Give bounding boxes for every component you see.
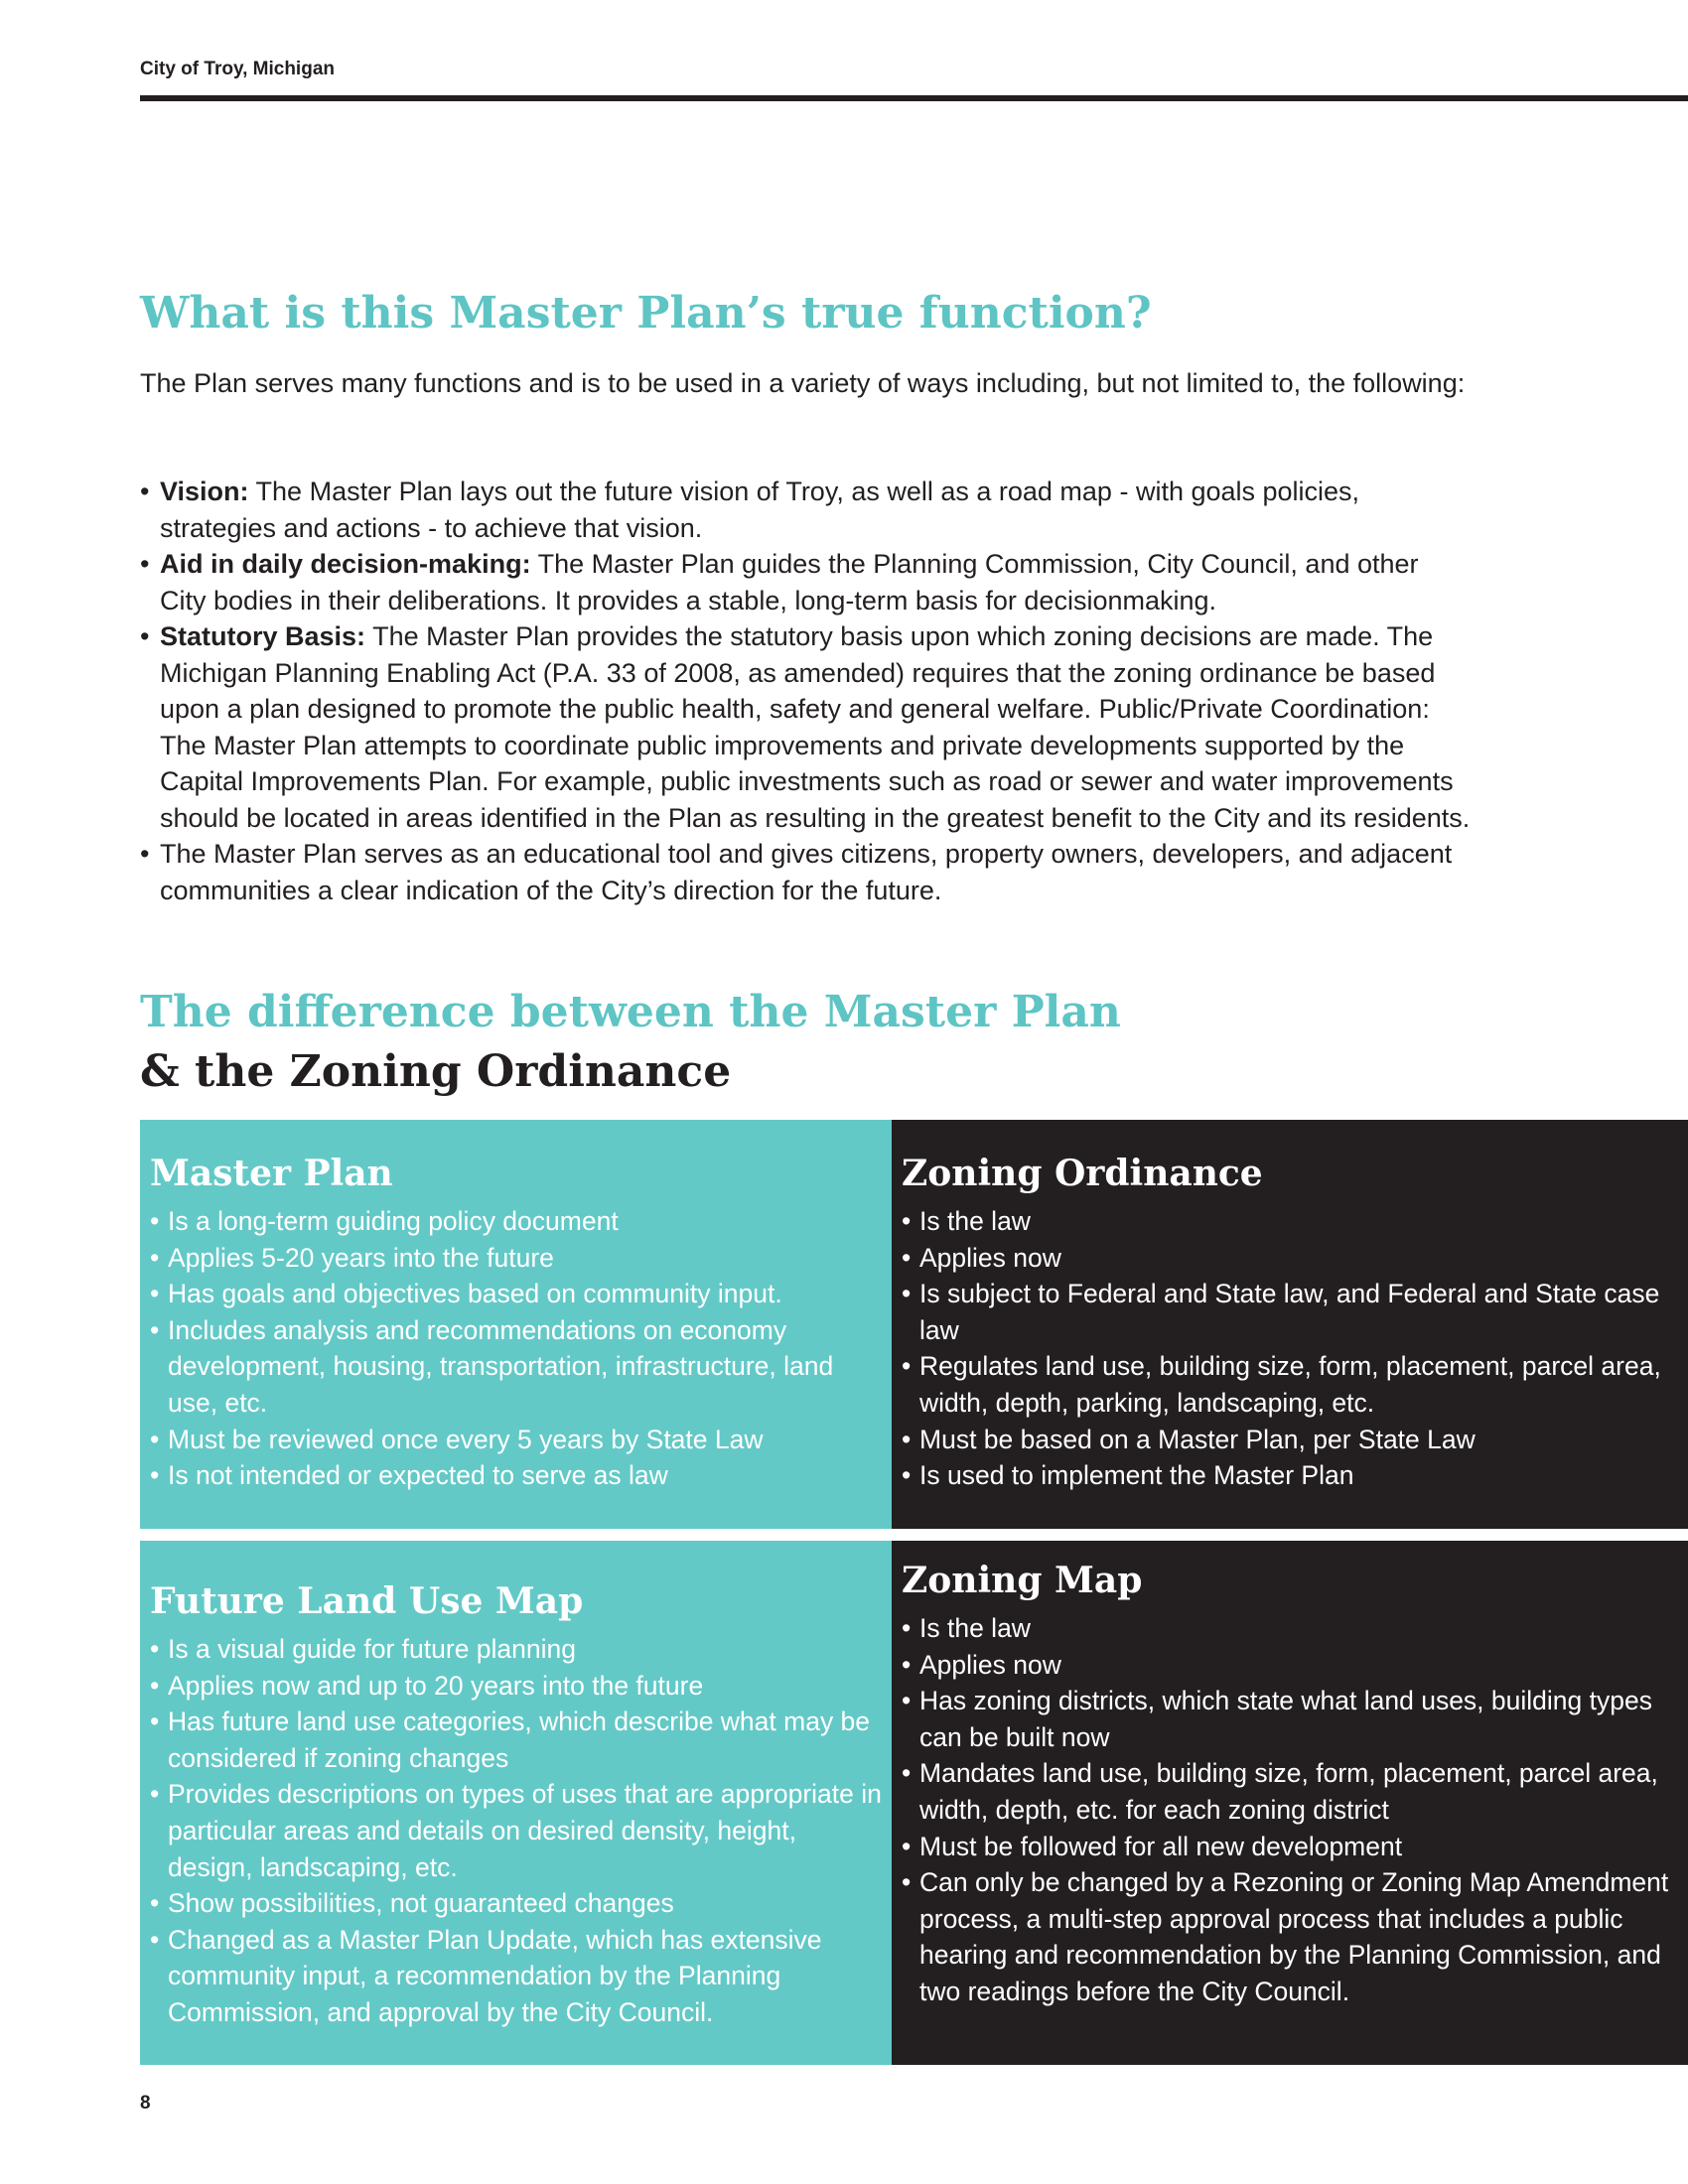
bullet-text: The Master Plan serves as an educational tool and gives citizens, property owners, developers, and adjacent communities a clear indication of the City’s direction for the future. (160, 839, 1453, 905)
panel-title: Zoning Ordinance (902, 1153, 1263, 1194)
list-item: • Includes analysis and recommendations on economy development, housing, transportation, infrastructure, land use, etc. (150, 1312, 882, 1422)
panel-title: Future Land Use Map (150, 1580, 584, 1622)
header-divider (140, 95, 1688, 101)
list-item: • Is not intended or expected to serve as law (150, 1457, 882, 1494)
page-number: 8 (140, 2093, 151, 2114)
list-item: • Is subject to Federal and State law, and Federal and State case law (902, 1276, 1678, 1348)
list-item: • Mandates land use, building size, form, placement, parcel area, width, depth, etc. for each zoning district (902, 1755, 1678, 1828)
list-item: • Is a long-term guiding policy document (150, 1203, 882, 1240)
zoning-map-panel (892, 1541, 1688, 2065)
panel-list (902, 1203, 1678, 1494)
bullet-decision-making (140, 546, 1471, 618)
running-header: City of Troy, Michigan (140, 59, 335, 79)
zoning-ordinance-panel (892, 1120, 1688, 1529)
list-item: • Applies now (902, 1647, 1678, 1684)
future-land-use-map-panel (140, 1541, 892, 2065)
list-item: • Has future land use categories, which describe what may be considered if zoning changes (150, 1704, 882, 1776)
function-bullet-list (140, 474, 1471, 908)
list-item: • Must be reviewed once every 5 years by State Law (150, 1422, 882, 1458)
list-item: • Can only be changed by a Rezoning or Zoning Map Amendment process, a multi-step approval process that includes a public hearing and recommendation by the Planning Commission, and two readings before the City Council. (902, 1864, 1678, 2009)
list-item: • Is used to implement the Master Plan (902, 1457, 1678, 1494)
bullet-label: Vision: (160, 477, 249, 506)
list-item: • Show possibilities, not guaranteed changes (150, 1885, 882, 1922)
list-item: • Applies 5-20 years into the future (150, 1240, 882, 1277)
panel-title: Master Plan (150, 1153, 393, 1194)
list-item: • Applies now (902, 1240, 1678, 1277)
section-title-line1: The difference between the Master Plan (140, 987, 1121, 1037)
list-item: • Changed as a Master Plan Update, which has extensive community input, a recommendation by the Planning Commission, and approval by the City Council. (150, 1922, 882, 2031)
bullet-text: The Master Plan lays out the future vision of Troy, as well as a road map - with goals policies, strategies and actions - to achieve that vision. (160, 477, 1360, 543)
bullet-label: Statutory Basis: (160, 621, 366, 651)
intro-paragraph: The Plan serves many functions and is to be used in a variety of ways including, but not limited to, the following: (140, 368, 1466, 398)
bullet-statutory-basis (140, 618, 1471, 836)
bullet-text: The Master Plan provides the statutory basis upon which zoning decisions are made. The Michigan Planning Enabling Act (P.A. 33 of 2008, as amended) requires that the zoning ordinance be based upon a plan designed to promote the public health, safety and general welfare. Public/Private Coordination: The Master Plan attempts to coordinate public improvements and private developments supported by the Capital Improvements Plan. For example, public investments such as road or sewer and water improvements should be located in areas identified in the Plan as resulting in the greatest benefit to the City and its residents. (160, 621, 1471, 833)
list-item: • Is the law (902, 1203, 1678, 1240)
panel-list (150, 1203, 882, 1494)
list-item: • Provides descriptions on types of uses that are appropriate in particular areas and details on desired density, height, design, landscaping, etc. (150, 1776, 882, 1885)
section-title-function: What is this Master Plan’s true function? (140, 288, 1152, 339)
panel-title: Zoning Map (902, 1560, 1143, 1601)
list-item: • Is a visual guide for future planning (150, 1631, 882, 1668)
list-item: • Is the law (902, 1610, 1678, 1647)
list-item: • Must be based on a Master Plan, per State Law (902, 1422, 1678, 1458)
bullet-text: The Master Plan guides the Planning Commission, City Council, and other City bodies in their deliberations. It provides a stable, long-term basis for decisionmaking. (160, 549, 1419, 615)
list-item: • Applies now and up to 20 years into the future (150, 1668, 882, 1705)
list-item: • Regulates land use, building size, form, placement, parcel area, width, depth, parking, landscaping, etc. (902, 1348, 1678, 1421)
section-title-difference (140, 983, 1121, 1102)
panel-list (150, 1631, 882, 2031)
bullet-educational-tool (140, 836, 1471, 908)
bullet-label: Aid in daily decision-making: (160, 549, 531, 579)
bullet-vision (140, 474, 1471, 546)
master-plan-panel (140, 1120, 892, 1529)
list-item: • Has zoning districts, which state what land uses, building types can be built now (902, 1683, 1678, 1755)
section-title-line2: & the Zoning Ordinance (140, 1046, 732, 1097)
panel-list (902, 1610, 1678, 2010)
list-item: • Has goals and objectives based on community input. (150, 1276, 882, 1312)
list-item: • Must be followed for all new development (902, 1829, 1678, 1865)
